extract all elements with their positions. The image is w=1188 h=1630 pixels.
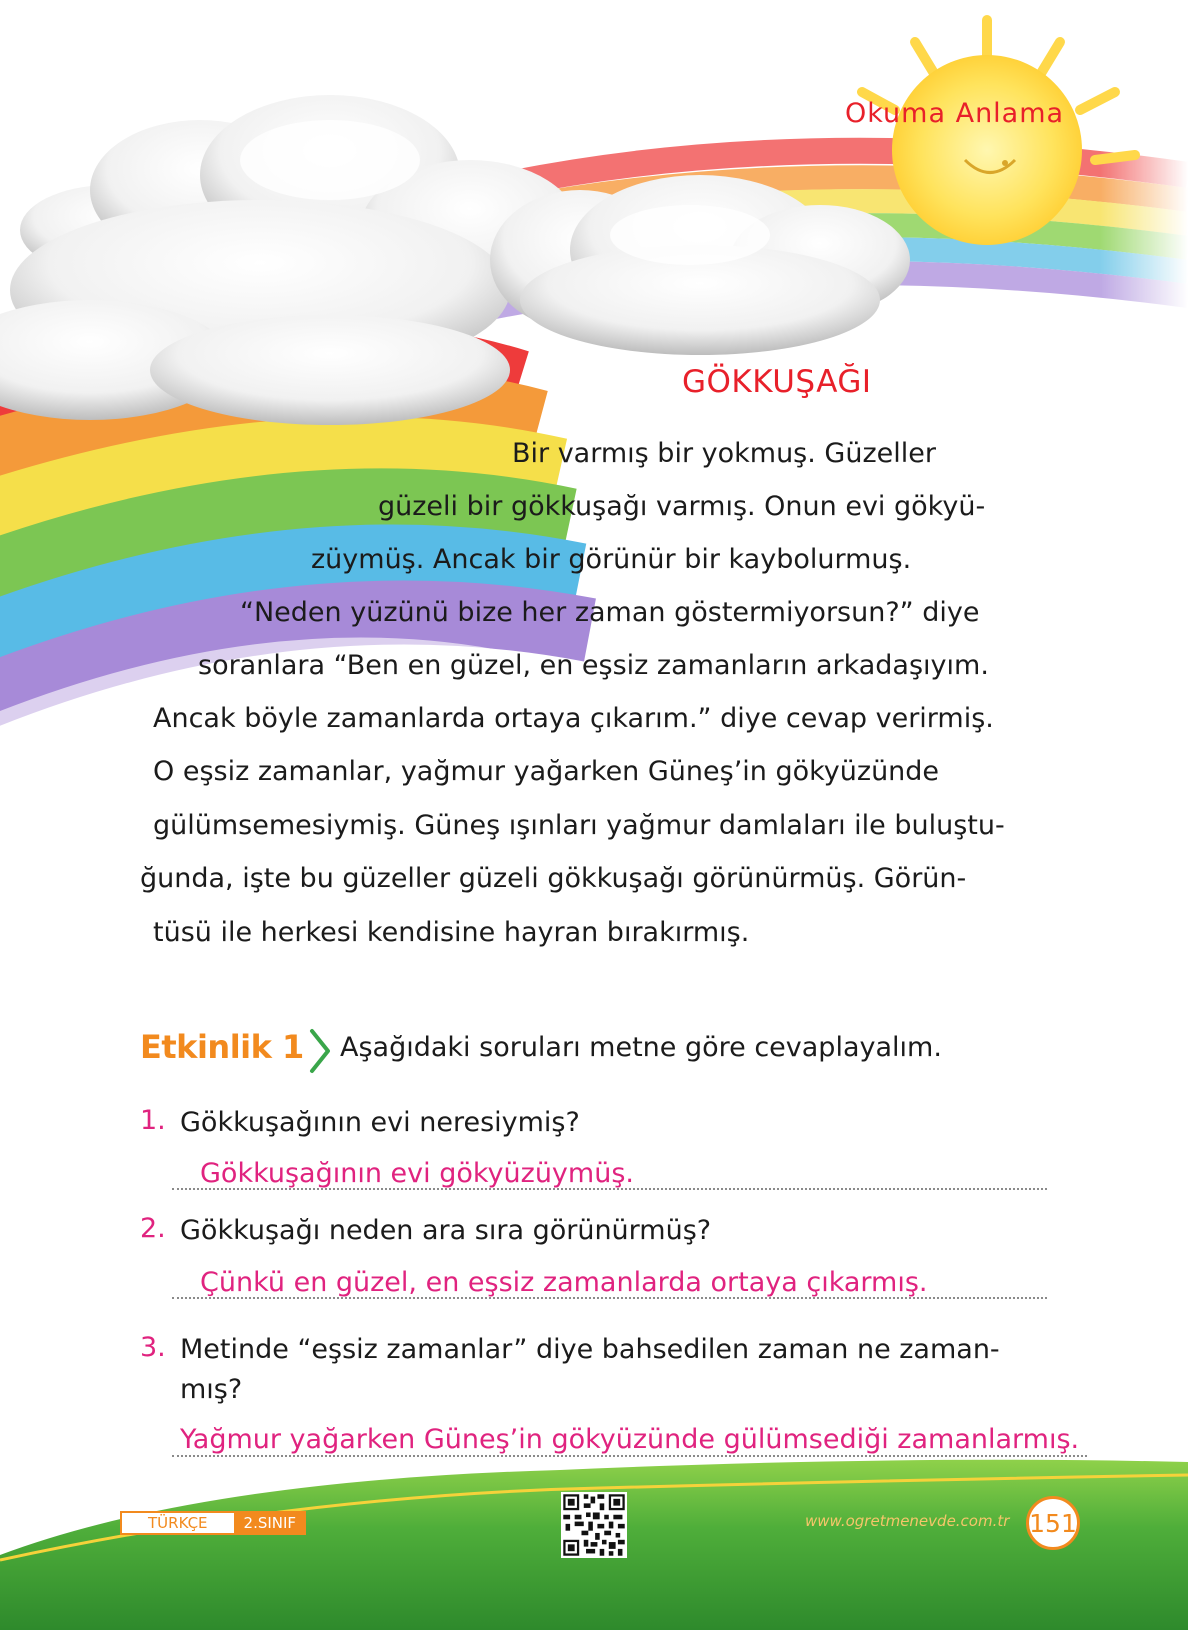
story-line: “Neden yüzünü bize her zaman göstermiyorsun?” diye (240, 597, 980, 628)
qr-code-icon[interactable] (561, 1492, 627, 1558)
answer-dotted-line (172, 1188, 1047, 1190)
story-line: Ancak böyle zamanlarda ortaya çıkarım.” diye cevap verirmiş. (153, 703, 994, 734)
question-text: Gökkuşağının evi neresiymiş? (180, 1107, 580, 1138)
page-number: 151 (1026, 1496, 1080, 1550)
subject-label: TÜRKÇE (120, 1511, 234, 1535)
question-text: Metinde “eşsiz zamanlar” diye bahsedilen zaman ne zaman- (180, 1334, 1000, 1365)
grade-label: 2.SINIF (234, 1511, 307, 1535)
answer-field[interactable]: Çünkü en güzel, en eşsiz zamanlarda ortaya çıkarmış. (200, 1267, 928, 1298)
story-line: Bir varmış bir yokmuş. Güzeller (512, 438, 936, 469)
question-text: Gökkuşağı neden ara sıra görünürmüş? (180, 1215, 712, 1246)
answer-field[interactable]: Gökkuşağının evi gökyüzüymüş. (200, 1158, 634, 1189)
story-line: tüsü ile herkesi kendisine hayran bırakırmış. (153, 917, 750, 948)
story-line: ğunda, işte bu güzeller güzeli gökkuşağı görünürmüş. Görün- (140, 863, 967, 894)
question-number: 1. (140, 1105, 166, 1136)
section-label: Okuma Anlama (845, 98, 1065, 129)
question-number: 3. (140, 1332, 166, 1363)
chevron-right-icon (308, 1028, 334, 1074)
story-line: güzeli bir gökkuşağı varmış. Onun evi gökyü- (378, 491, 986, 522)
website-link[interactable]: www.ogretmenevde.com.tr (805, 1512, 1010, 1530)
question-text-continued: mış? (180, 1374, 243, 1405)
answer-dotted-line (172, 1455, 1087, 1457)
activity-instruction: Aşağıdaki soruları metne göre cevaplayalım. (340, 1032, 942, 1063)
story-title: GÖKKUŞAĞI (682, 364, 872, 400)
answer-dotted-line (172, 1297, 1047, 1299)
activity-label: Etkinlik 1 (140, 1028, 304, 1066)
story-line: O eşsiz zamanlar, yağmur yağarken Güneş’in gökyüzünde (153, 756, 940, 787)
question-number: 2. (140, 1213, 166, 1244)
footer-badge (120, 1511, 306, 1535)
story-line: soranlara “Ben en güzel, en eşsiz zamanların arkadaşıyım. (198, 650, 989, 681)
story-line: züymüş. Ancak bir görünür bir kaybolurmuş. (311, 544, 912, 575)
story-line: gülümsemesiymiş. Güneş ışınları yağmur damlaları ile buluştu- (153, 810, 1005, 841)
answer-field[interactable]: Yağmur yağarken Güneş’in gökyüzünde gülümsediği zamanlarmış. (180, 1424, 1080, 1455)
